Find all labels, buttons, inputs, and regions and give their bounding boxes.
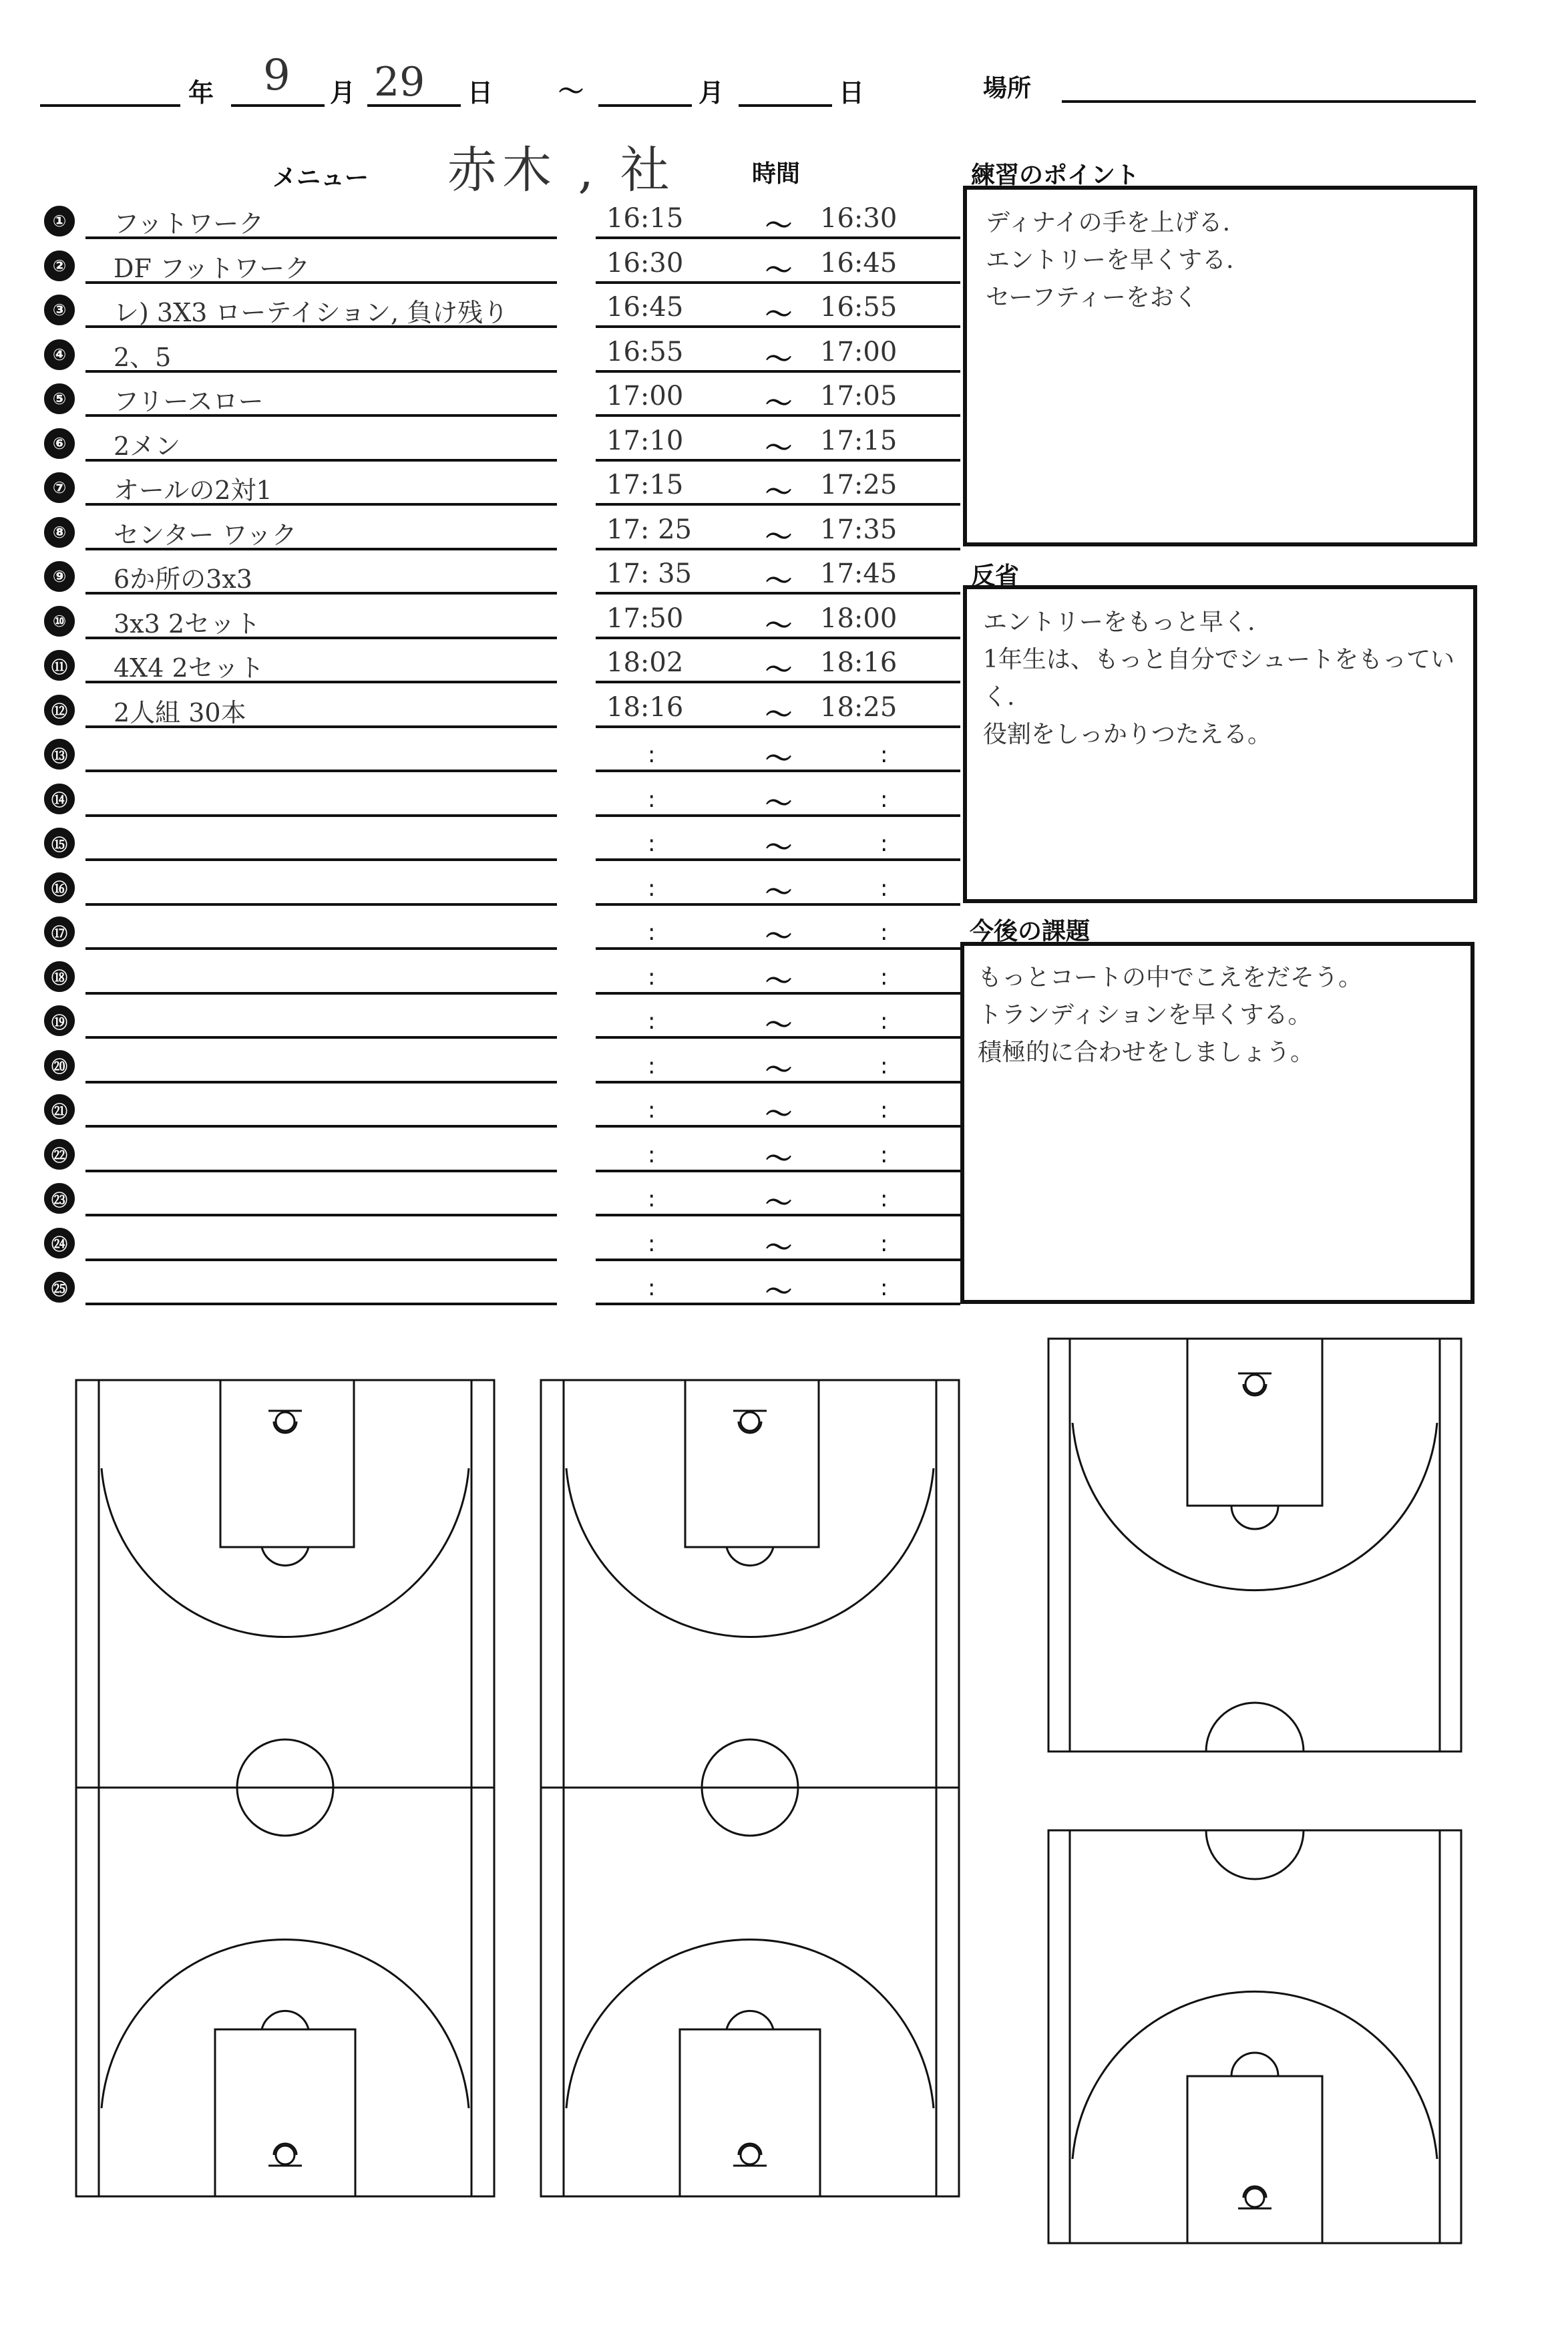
time-range-tilde: 〜 xyxy=(765,1232,792,1263)
row-number: ③ xyxy=(44,295,75,325)
time-range-tilde: 〜 xyxy=(765,1054,792,1086)
month-label: 月 xyxy=(330,78,356,108)
year-underline xyxy=(40,104,180,107)
start-colon: : xyxy=(648,1008,656,1035)
future-box xyxy=(960,942,1475,1304)
end-time: 17:15 xyxy=(820,425,898,456)
row-number: ⑧ xyxy=(44,517,75,548)
menu-item-text: オールの2対1 xyxy=(114,476,272,505)
end-day-label: 日 xyxy=(839,78,865,108)
end-colon: : xyxy=(880,963,888,991)
menu-line xyxy=(85,992,557,995)
member-names: 赤木 , 社 xyxy=(447,142,675,199)
row-number: ⑳ xyxy=(44,1050,75,1081)
end-colon: : xyxy=(880,1186,888,1212)
start-time: 17:15 xyxy=(606,470,684,500)
row-number: ⑯ xyxy=(44,872,75,903)
row-number: ㉓ xyxy=(44,1183,75,1214)
time-range-tilde: 〜 xyxy=(765,876,792,908)
menu-item-text: 2人組 30本 xyxy=(114,697,246,727)
menu-item-text: DF フットワーク xyxy=(114,253,311,283)
time-range-tilde: 〜 xyxy=(765,921,792,952)
future-text: もっとコートの中でこえをだそう。 トランディションを早くする。 積極的に合わせをしましょう。 xyxy=(978,964,1363,1066)
end-colon: : xyxy=(880,830,888,857)
row-number: ⑪ xyxy=(44,650,75,681)
start-time: 17:50 xyxy=(606,603,684,634)
time-range-tilde: 〜 xyxy=(765,210,792,241)
day-label: 日 xyxy=(467,78,494,108)
menu-line xyxy=(85,1081,557,1083)
half-court-diagram-top xyxy=(1046,1336,1464,1754)
menu-item-text: 6か所の3x3 xyxy=(114,564,252,594)
row-number: ⑥ xyxy=(44,428,75,459)
menu-line xyxy=(85,1125,557,1128)
end-time: 18:16 xyxy=(820,647,898,678)
time-range-tilde: 〜 xyxy=(765,788,792,819)
time-column-header: 時間 xyxy=(752,160,801,188)
time-range-tilde: 〜 xyxy=(765,299,792,330)
row-number: ㉔ xyxy=(44,1228,75,1259)
start-time: 16:55 xyxy=(606,336,684,367)
start-time: 17: 25 xyxy=(606,514,692,545)
menu-item-text: 3x3 2セット xyxy=(114,609,261,639)
menu-line xyxy=(85,770,557,772)
day-value: 29 xyxy=(374,59,425,106)
menu-line xyxy=(85,1036,557,1039)
start-colon: : xyxy=(648,963,656,991)
row-number: ㉑ xyxy=(44,1094,75,1125)
half-court-diagram-bottom xyxy=(1046,1828,1464,2246)
start-time: 17:00 xyxy=(606,381,684,411)
row-number: ⑤ xyxy=(44,383,75,414)
menu-line xyxy=(85,858,557,861)
time-range-tilde: 〜 xyxy=(765,1143,792,1174)
end-colon: : xyxy=(880,874,888,902)
end-time: 18:00 xyxy=(820,603,898,634)
row-number: ④ xyxy=(44,339,75,370)
row-number: ⑰ xyxy=(44,916,75,947)
row-number: ⑲ xyxy=(44,1005,75,1036)
year-label: 年 xyxy=(188,78,214,108)
start-time: 18:16 xyxy=(606,691,684,723)
time-range-tilde: 〜 xyxy=(765,743,792,774)
end-day-underline xyxy=(739,104,832,107)
place-underline xyxy=(1062,100,1476,103)
end-colon: : xyxy=(880,1052,888,1079)
row-number: ⑦ xyxy=(44,472,75,503)
points-box xyxy=(963,186,1477,546)
start-time: 16:45 xyxy=(606,292,684,323)
start-colon: : xyxy=(648,1097,656,1124)
start-colon: : xyxy=(648,830,656,857)
future-title: 今後の課題 xyxy=(970,918,1091,945)
time-range-tilde: 〜 xyxy=(765,566,792,597)
end-month-underline xyxy=(598,104,692,107)
points-text: ディナイの手を上げる. エントリーを早くする. セーフティーをおく xyxy=(986,209,1234,311)
time-range-tilde: 〜 xyxy=(765,610,792,641)
time-range-tilde: 〜 xyxy=(765,255,792,286)
menu-line xyxy=(85,947,557,950)
row-number: ⑮ xyxy=(44,828,75,858)
end-time: 17:25 xyxy=(820,470,898,500)
end-colon: : xyxy=(880,919,888,946)
place-label: 場所 xyxy=(983,75,1032,102)
start-time: 16:30 xyxy=(606,247,684,279)
time-range-tilde: 〜 xyxy=(765,699,792,730)
row-number: ② xyxy=(44,251,75,281)
menu-item-text: フットワーク xyxy=(114,209,264,238)
end-colon: : xyxy=(880,786,888,813)
row-number: ⑫ xyxy=(44,695,75,725)
menu-item-text: レ) 3X3 ローテイション, 負け残り xyxy=(114,298,509,327)
end-time: 17:35 xyxy=(820,514,898,545)
end-time: 17:45 xyxy=(820,558,898,589)
reflection-box xyxy=(963,585,1477,903)
time-range-tilde: 〜 xyxy=(765,1099,792,1130)
row-number: ㉕ xyxy=(44,1272,75,1303)
reflection-text: エントリーをもっと早く. 1年生は、もっと自分でシュートをもっていく. 役割をしっかりつたえる。 xyxy=(983,609,1455,748)
row-number: ① xyxy=(44,206,75,236)
time-range-tilde: 〜 xyxy=(765,432,792,464)
time-range-tilde: 〜 xyxy=(765,343,792,375)
start-colon: : xyxy=(648,919,656,946)
menu-line xyxy=(85,1303,557,1305)
start-time: 17: 35 xyxy=(606,558,692,589)
menu-item-text: 4X4 2セット xyxy=(114,653,264,683)
menu-line xyxy=(85,903,557,906)
start-colon: : xyxy=(648,741,656,768)
menu-item-text: 2メン xyxy=(114,431,181,461)
end-colon: : xyxy=(880,1275,888,1301)
points-title: 練習のポイント xyxy=(971,162,1140,189)
start-time: 16:15 xyxy=(606,203,684,234)
start-time: 17:10 xyxy=(606,425,684,456)
start-colon: : xyxy=(648,1186,656,1212)
end-colon: : xyxy=(880,1097,888,1124)
end-time: 17:05 xyxy=(820,381,898,411)
row-number: ㉒ xyxy=(44,1139,75,1170)
range-tilde: 〜 xyxy=(558,77,584,106)
menu-line xyxy=(85,814,557,817)
end-time: 18:25 xyxy=(820,691,898,723)
menu-line xyxy=(85,1214,557,1216)
start-colon: : xyxy=(648,1275,656,1301)
end-colon: : xyxy=(880,1230,888,1257)
end-colon: : xyxy=(880,1141,888,1168)
menu-item-text: センター ワック xyxy=(114,520,297,550)
start-colon: : xyxy=(648,786,656,813)
menu-item-text: 2、5 xyxy=(114,342,172,372)
end-month-label: 月 xyxy=(699,78,725,108)
full-court-diagram-2 xyxy=(538,1377,962,2199)
start-time: 18:02 xyxy=(606,647,684,678)
menu-line xyxy=(85,1259,557,1261)
end-time: 16:55 xyxy=(820,292,898,323)
time-range-tilde: 〜 xyxy=(765,832,792,863)
month-value: 9 xyxy=(263,51,290,100)
menu-column-header: メニュー xyxy=(272,164,369,192)
start-colon: : xyxy=(648,1230,656,1257)
end-time: 16:45 xyxy=(820,247,898,279)
row-number: ⑱ xyxy=(44,961,75,992)
time-range-tilde: 〜 xyxy=(765,388,792,419)
time-range-tilde: 〜 xyxy=(765,1010,792,1041)
start-colon: : xyxy=(648,1141,656,1168)
time-range-tilde: 〜 xyxy=(765,1188,792,1218)
time-range-tilde: 〜 xyxy=(765,1277,792,1307)
reflection-title: 反省 xyxy=(971,562,1020,590)
time-range-tilde: 〜 xyxy=(765,655,792,685)
time-range-tilde: 〜 xyxy=(765,965,792,997)
row-number: ⑩ xyxy=(44,606,75,637)
row-number: ⑬ xyxy=(44,739,75,770)
month-underline xyxy=(231,104,325,107)
start-colon: : xyxy=(648,1052,656,1079)
row-number: ⑨ xyxy=(44,561,75,592)
row-number: ⑭ xyxy=(44,784,75,814)
end-colon: : xyxy=(880,1008,888,1035)
start-colon: : xyxy=(648,874,656,902)
full-court-diagram-1 xyxy=(73,1377,497,2199)
end-colon: : xyxy=(880,741,888,768)
time-range-tilde: 〜 xyxy=(765,477,792,508)
end-time: 17:00 xyxy=(820,336,898,367)
menu-line xyxy=(85,1170,557,1172)
end-time: 16:30 xyxy=(820,203,898,234)
menu-item-text: フリースロー xyxy=(114,387,264,416)
time-range-tilde: 〜 xyxy=(765,521,792,552)
